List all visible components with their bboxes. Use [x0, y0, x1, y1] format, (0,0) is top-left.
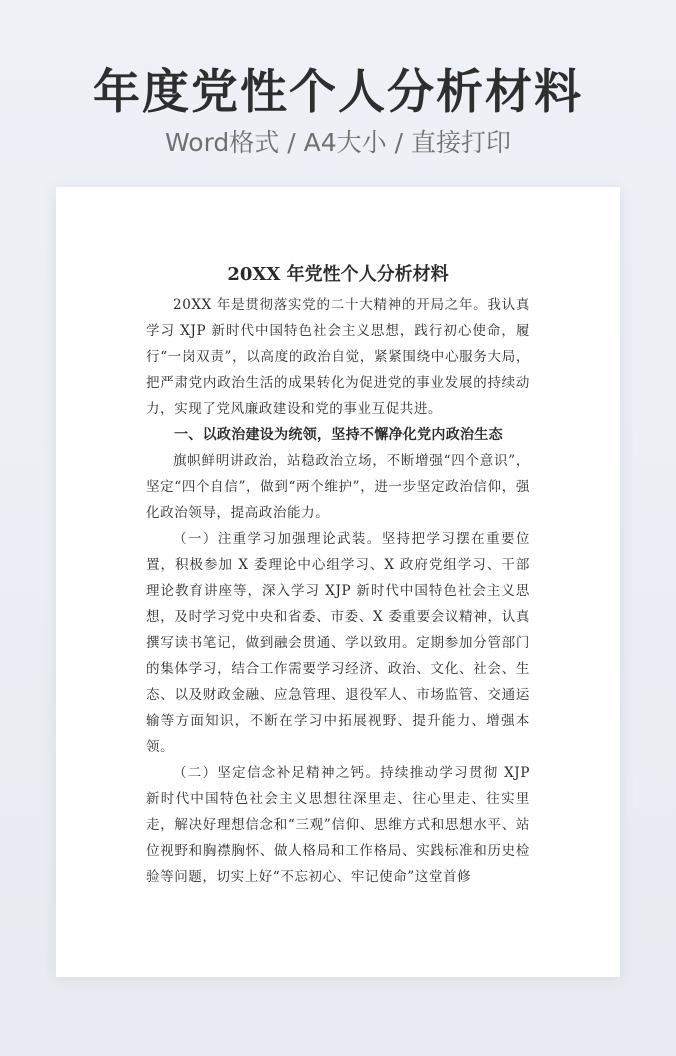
document-title: 20XX 年党性个人分析材料 — [227, 264, 449, 285]
document-body — [146, 262, 530, 890]
document-page — [56, 187, 620, 977]
paragraph-section-intro: 旗帜鲜明讲政治，站稳政治立场，不断增强“四个意识”，坚定“四个自信”，做到“两个维护”，进一步坚定政治信仰，强化政治领导，提高政治能力。 — [146, 453, 530, 521]
page-header — [0, 62, 676, 160]
section-heading: 一、以政治建设为统领，坚持不懈净化党内政治生态 — [174, 427, 503, 443]
subtitle: Word格式 / A4大小 / 直接打印 — [165, 128, 511, 157]
paragraph-item-1: （一）注重学习加强理论武装。坚持把学习摆在重要位置，积极参加 X 委理论中心组学习、X 政府党组学习、干部理论教育讲座等，深入学习 XJP 新时代中国特色社会主义思想，及时学习党中央和省委、市委、X 委重要会议精神，认真撰写读书笔记，做到融会贯通、学以致用。定期参加分管部门的集体学习，结合工作需要学习经济、政治、文化、社会、生态、以及财政金融、应急管理、退役军人、市场监管、交通运输等方面知识，不断在学习中拓展视野、提升能力、增强本领。 — [146, 531, 530, 755]
paragraph-intro: 20XX 年是贯彻落实党的二十大精神的开局之年。我认真学习 XJP 新时代中国特色社会主义思想，践行初心使命，履行“一岗双责”，以高度的政治自觉，紧紧围绕中心服务大局，把严肃党内政治生活的成果转化为促进党的事业发展的持续动力，实现了党风廉政建设和党的事业互促共进。 — [146, 297, 530, 417]
paragraph-item-2: （二）坚定信念补足精神之钙。持续推动学习贯彻 XJP 新时代中国特色社会主义思想往深里走、往心里走、往实里走，解决好理想信念和“三观”信仰、思维方式和思想水平、站位视野和胸襟胸怀、做人格局和工作格局、实践标准和历史检验等问题，切实上好“不忘初心、牢记使命”这堂首修 — [146, 765, 530, 885]
main-title: 年度党性个人分析材料 — [93, 65, 583, 120]
